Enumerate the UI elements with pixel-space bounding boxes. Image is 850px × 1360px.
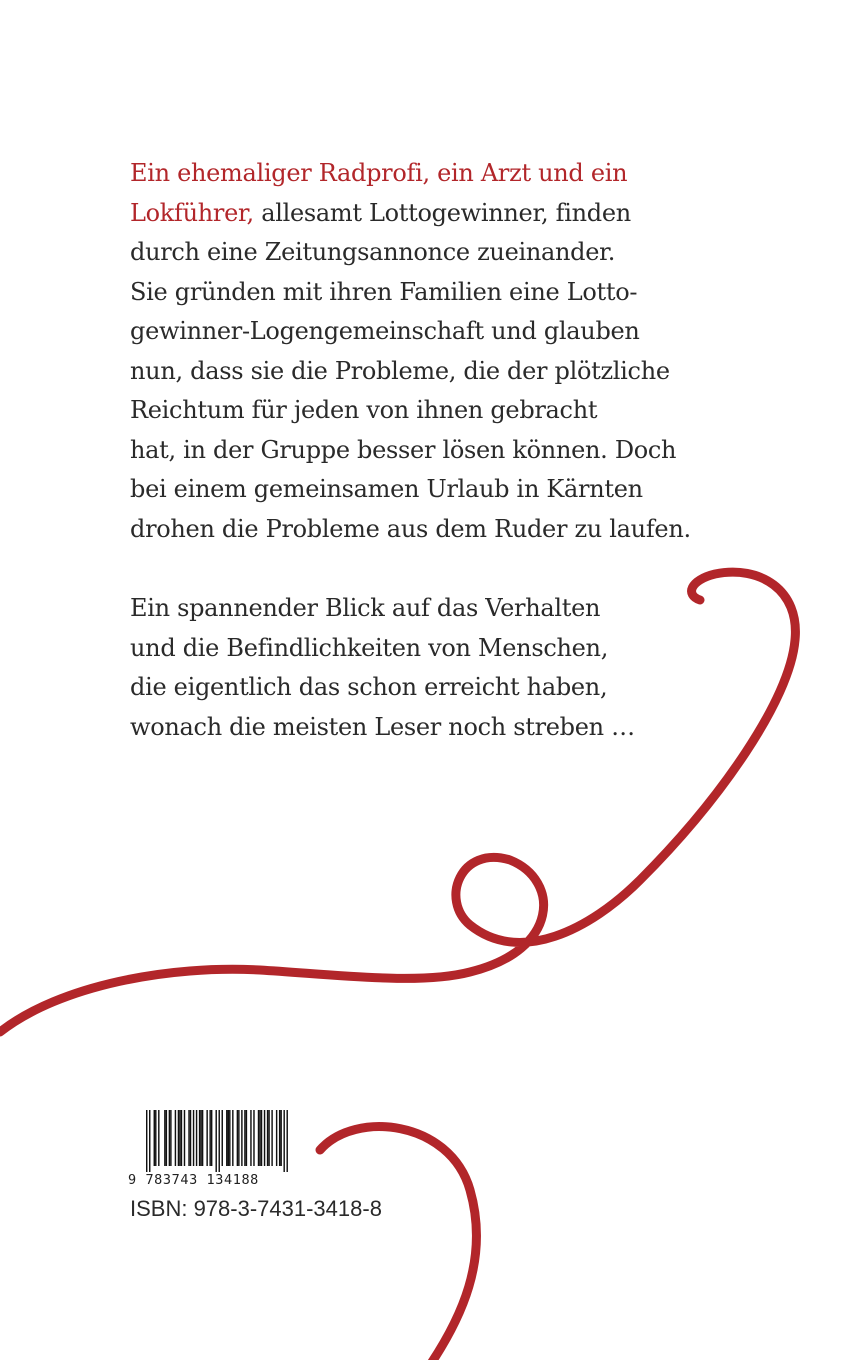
teaser-line-1: Ein spannender Blick auf das Verhalten [130, 594, 601, 622]
barcode-bar [286, 1110, 287, 1172]
barcode-bar [241, 1110, 242, 1166]
barcode-bar [276, 1110, 277, 1166]
barcode-bar [259, 1110, 260, 1166]
barcode-bar [215, 1110, 216, 1172]
barcode-bar [200, 1110, 201, 1166]
barcode-bar [179, 1110, 180, 1166]
barcode-bar [237, 1110, 238, 1166]
barcode-bar [188, 1110, 189, 1166]
barcode-bar [267, 1110, 268, 1166]
barcode-bar [250, 1110, 251, 1166]
barcode [128, 1110, 298, 1190]
blurb-line-5: gewinner-Logengemeinschaft und glauben [130, 317, 640, 345]
barcode-bar [219, 1110, 220, 1172]
barcode-bar [149, 1110, 150, 1172]
barcode-bar [170, 1110, 171, 1166]
blurb-line-6: nun, dass sie die Probleme, die der plötzliche [130, 356, 670, 385]
barcode-bar [253, 1110, 254, 1166]
barcode-bar [169, 1110, 170, 1166]
barcode-bar [178, 1110, 179, 1166]
barcode-bar [166, 1110, 167, 1166]
teaser-line-3: die eigentlich das schon erreicht haben, [130, 673, 608, 701]
blurb-line-2 [130, 194, 730, 234]
barcode-bar [184, 1110, 185, 1166]
barcode-bar [175, 1110, 176, 1166]
barcode-bar [181, 1110, 182, 1166]
barcode-bar [146, 1110, 147, 1172]
barcode-digits: 9 783743 134188 [128, 1172, 259, 1188]
teaser-paragraph [130, 589, 730, 747]
barcode-bars [146, 1110, 288, 1172]
barcode-bar [155, 1110, 156, 1166]
blurb-line-4: Sie gründen mit ihren Familien eine Lotto- [130, 277, 638, 306]
isbn-label: ISBN: 978-3-7431-3418-8 [130, 1196, 382, 1221]
barcode-bar [264, 1110, 265, 1166]
barcode-bar [238, 1110, 239, 1166]
barcode-bar [209, 1110, 210, 1166]
blurb-line-10: drohen die Probleme aus dem Ruder zu laufen. [130, 514, 691, 543]
blurb-line-8: hat, in der Gruppe besser lösen können. Doch [130, 435, 677, 464]
barcode-bar [154, 1110, 155, 1166]
teaser-line-2: und die Befindlichkeiten von Menschen, [130, 633, 609, 662]
barcode-bar [271, 1110, 272, 1166]
barcode-bar [199, 1110, 200, 1166]
barcode-bar [228, 1110, 229, 1166]
blurb-line-9: bei einem gemeinsamen Urlaub in Kärnten [130, 475, 643, 503]
blurb-line-7: Reichtum für jeden von ihnen gebracht [130, 396, 598, 424]
barcode-bar [206, 1110, 207, 1166]
barcode-bar [246, 1110, 247, 1166]
barcode-bar [164, 1110, 165, 1166]
barcode-bar [229, 1110, 230, 1166]
ribbon-lower-loop [320, 1127, 476, 1360]
barcode-bar [190, 1110, 191, 1166]
blurb-line-1: Ein ehemaliger Radprofi, ein Arzt und ein [130, 159, 628, 187]
barcode-bar [222, 1110, 223, 1166]
barcode-bar [268, 1110, 269, 1166]
barcode-bar [193, 1110, 194, 1166]
barcode-bar [280, 1110, 281, 1166]
barcode-bar [261, 1110, 262, 1166]
blurb-highlight: Lokführer, [130, 198, 254, 227]
teaser-line-4: wonach die meisten Leser noch streben … [130, 712, 635, 741]
barcode-bar [202, 1110, 203, 1166]
barcode-bar [258, 1110, 259, 1166]
barcode-bar [279, 1110, 280, 1166]
blurb-line-3: durch eine Zeitungsannonce zueinander. [130, 238, 616, 266]
barcode-bar [283, 1110, 284, 1172]
barcode-bar [226, 1110, 227, 1166]
barcode-bar [211, 1110, 212, 1166]
barcode-bar [196, 1110, 197, 1166]
barcode-bar [244, 1110, 245, 1166]
blurb-line-2-rest: allesamt Lottogewinner, finden [253, 198, 631, 227]
blurb-paragraph [130, 154, 730, 549]
barcode-bar [232, 1110, 233, 1166]
barcode-bar [158, 1110, 159, 1166]
